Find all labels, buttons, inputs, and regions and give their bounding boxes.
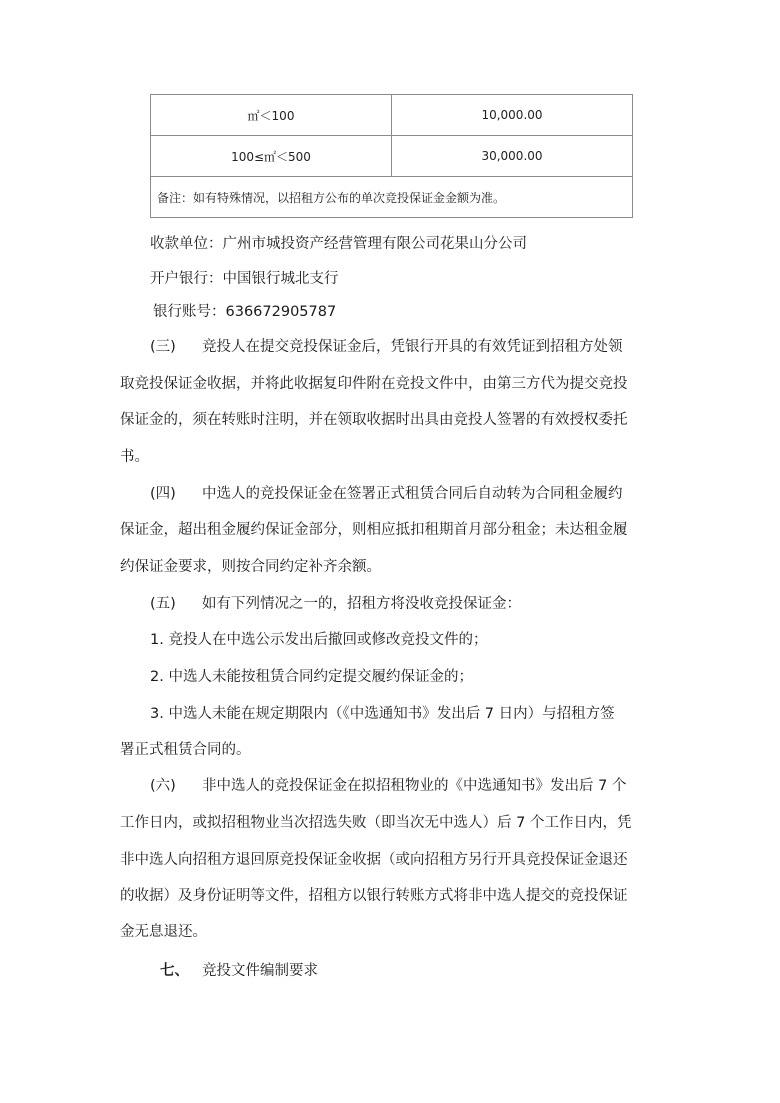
section5-number: (五) xyxy=(150,596,176,612)
table-note: 备注：如有特殊情况，以招租方公布的单次竞投保证金金额为准。 xyxy=(151,177,633,218)
section6-first-line xyxy=(150,776,626,796)
section3-line: 取竞投保证金收据，并将此收据复印件附在竞投文件中，由第三方代为提交竞投 xyxy=(120,376,628,392)
amount-cell: 10,000.00 xyxy=(392,95,633,136)
section5-intro: 如有下列情况之一的，招租方将没收竞投保证金： xyxy=(202,596,521,612)
section7-number: 七、 xyxy=(160,963,189,979)
section7-title: 竞投文件编制要求 xyxy=(202,963,318,979)
section4-line: 保证金，超出租金履约保证金部分，则相应抵扣租期首月部分租金；未达租金履 xyxy=(120,522,628,538)
section3-number: (三) xyxy=(150,339,176,355)
section7-heading xyxy=(160,961,318,981)
section5-item: 3. 中选人未能在规定期限内（《中选通知书》发出后 7 日内）与招租方签 xyxy=(150,706,615,722)
table-row xyxy=(151,136,633,177)
section3-line: 保证金的，须在转账时注明，并在领取收据时出具由竞投人签署的有效授权委托 xyxy=(120,412,628,428)
section6-line: 的收据）及身份证明等文件，招租方以银行转账方式将非中选人提交的竞投保证 xyxy=(120,888,628,904)
table-row xyxy=(151,95,633,136)
section4-number: (四) xyxy=(150,486,176,502)
section4-line: 中选人的竞投保证金在签署正式租赁合同后自动转为合同租金履约 xyxy=(202,486,623,502)
section5-item: 1. 竞投人在中选公示发出后撤回或修改竞投文件的； xyxy=(150,632,488,648)
payee-account: 银行账号：636672905787 xyxy=(153,304,337,320)
section6-number: (六) xyxy=(150,778,176,794)
section6-line: 金无息退还。 xyxy=(120,924,207,940)
section3-line: 竞投人在提交竞投保证金后，凭银行开具的有效凭证到招租方处领 xyxy=(202,339,623,355)
deposit-table xyxy=(150,94,633,218)
area-range-cell: ㎡＜100 xyxy=(151,95,392,136)
table-note-row xyxy=(151,177,633,218)
amount-cell: 30,000.00 xyxy=(392,136,633,177)
section6-line: 工作日内，或拟招租物业当次招选失败（即当次无中选人）后 7 个工作日内，凭 xyxy=(120,815,632,831)
section6-line: 非中选人向招租方退回原竞投保证金收据（或向招租方另行开具竞投保证金退还 xyxy=(120,852,628,868)
section6-line: 非中选人的竞投保证金在拟招租物业的《中选通知书》发出后 7 个 xyxy=(202,778,627,794)
payee-unit: 收款单位：广州市城投资产经营管理有限公司花果山分公司 xyxy=(150,236,527,252)
section5-first-line xyxy=(150,594,521,614)
section5-item: 2. 中选人未能按租赁合同约定提交履约保证金的； xyxy=(150,669,473,685)
section3-line: 书。 xyxy=(120,449,149,465)
section4-first-line xyxy=(150,484,623,504)
section5-item-continuation: 署正式租赁合同的。 xyxy=(120,742,251,758)
payee-bank: 开户银行：中国银行城北支行 xyxy=(150,271,339,287)
section4-line: 约保证金要求，则按合同约定补齐余额。 xyxy=(120,559,381,575)
section3-first-line xyxy=(150,337,623,357)
area-range-cell: 100≤㎡＜500 xyxy=(151,136,392,177)
